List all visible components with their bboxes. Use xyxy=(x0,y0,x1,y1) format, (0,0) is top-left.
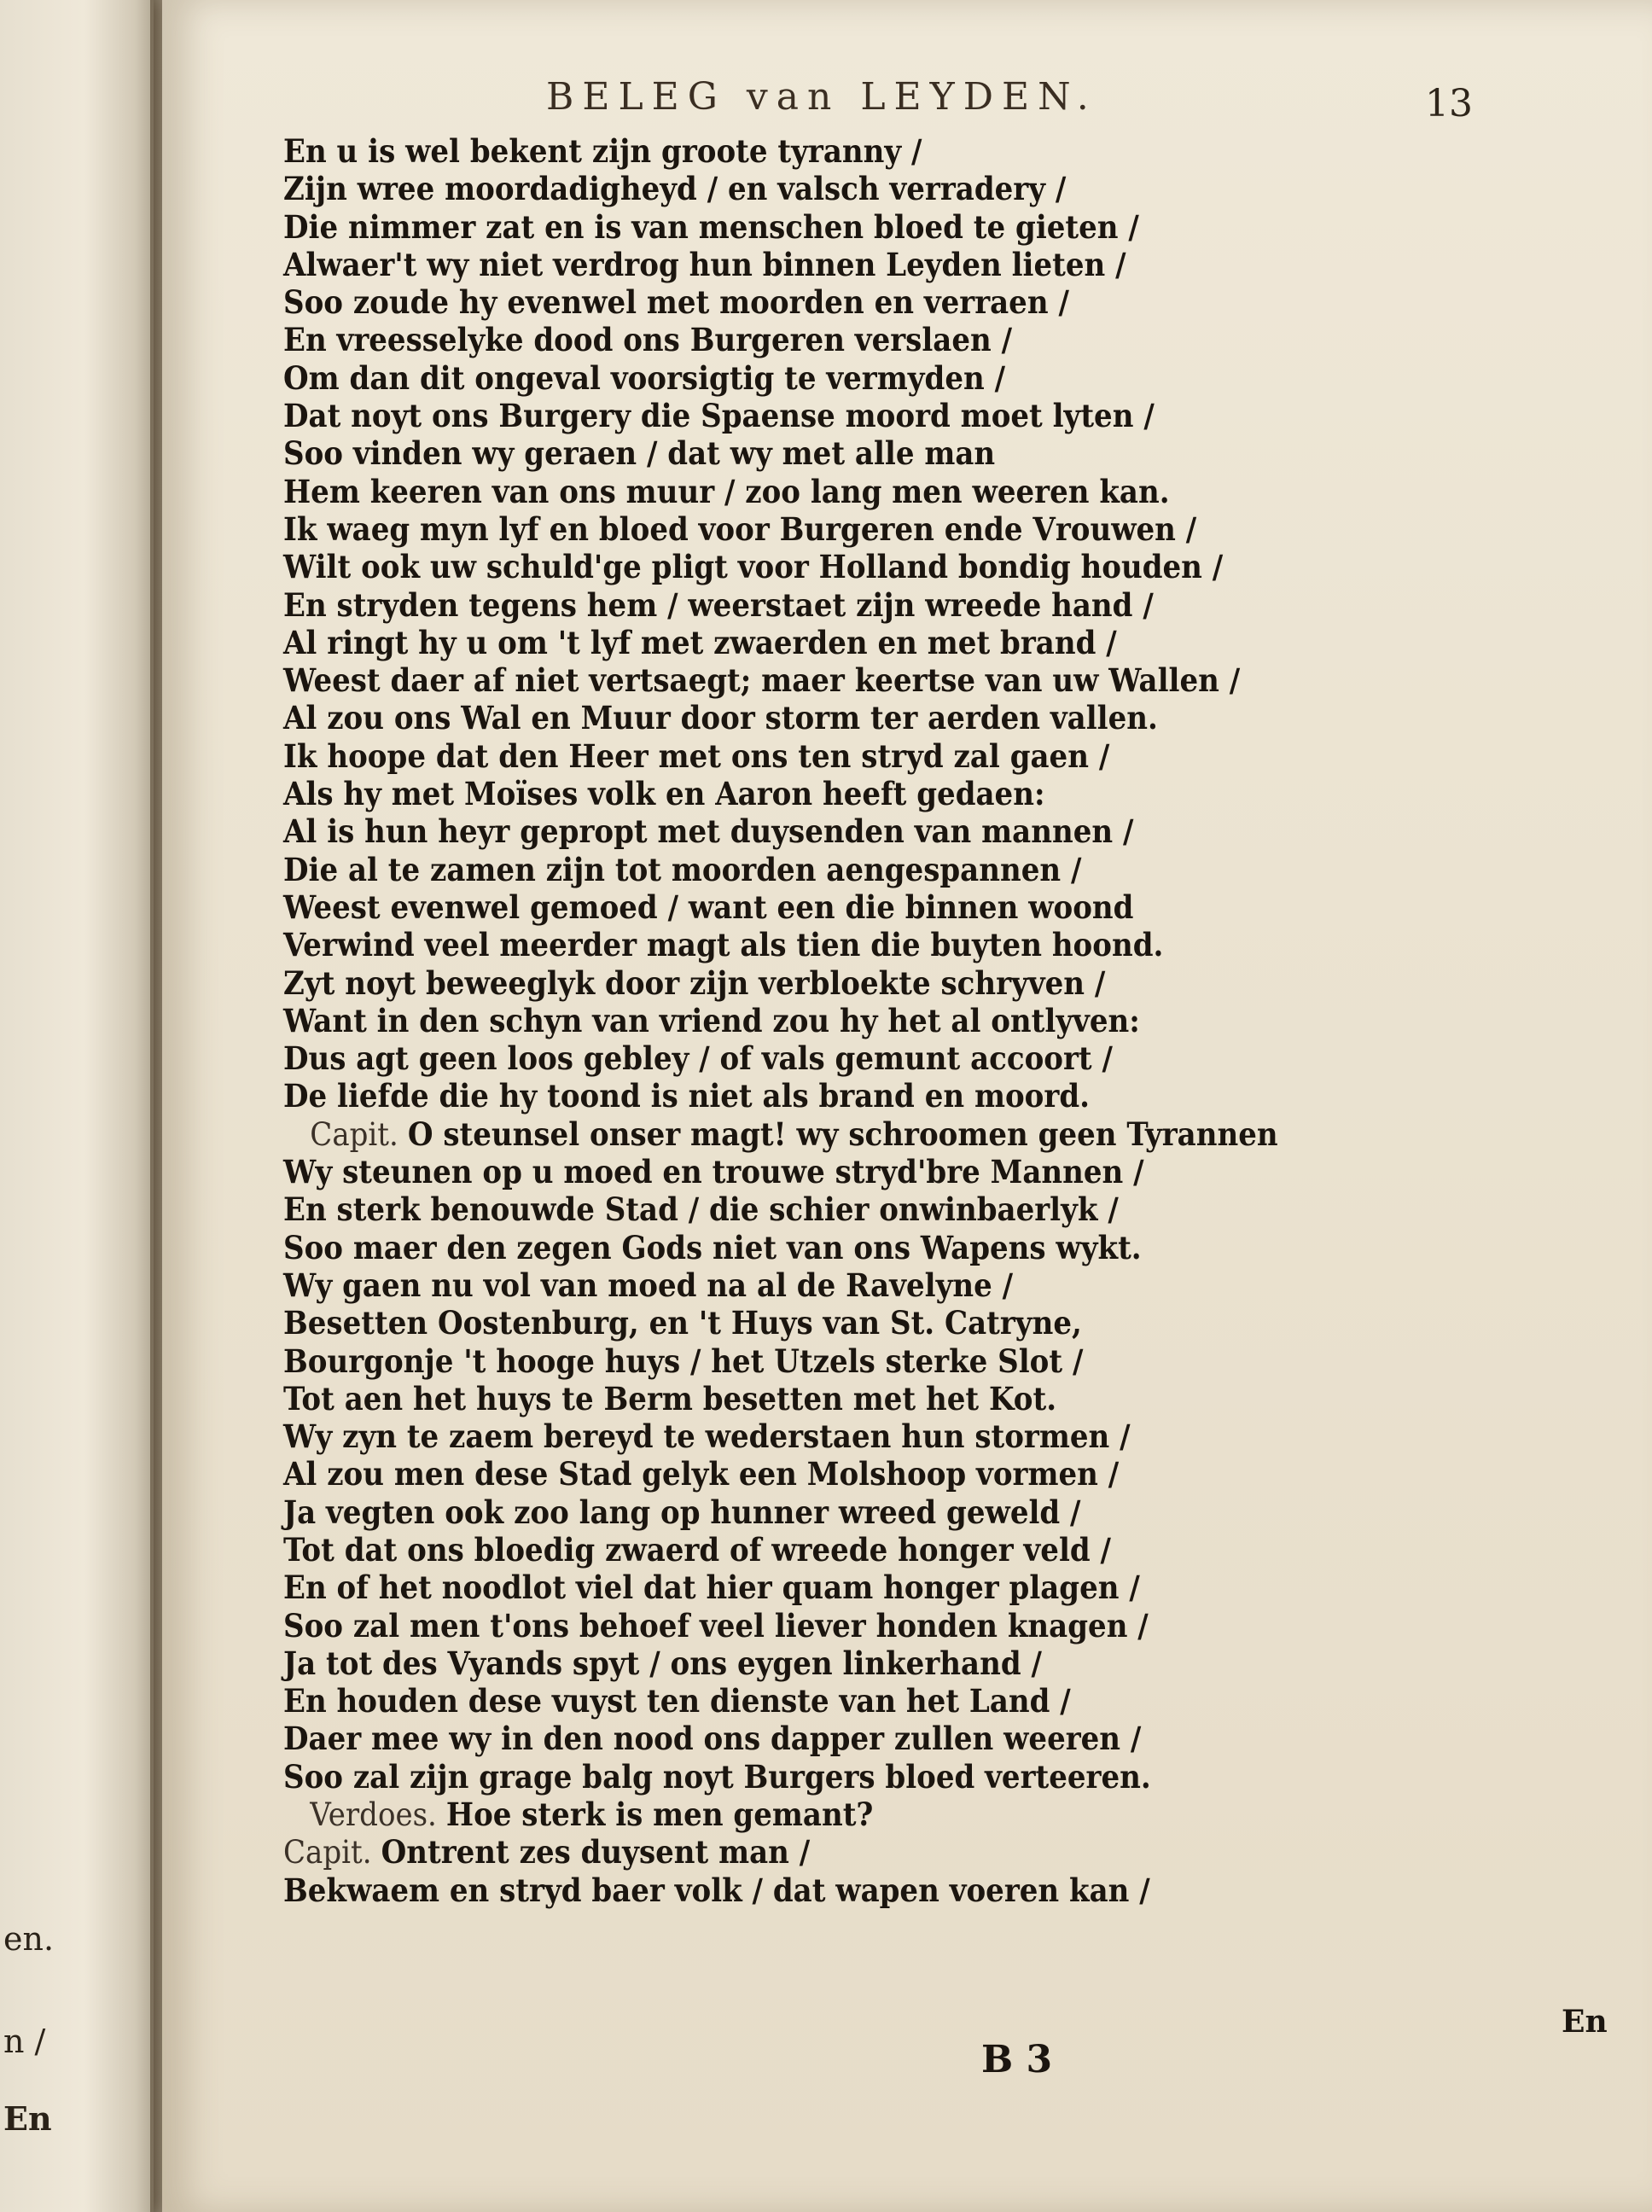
speaker-label: Capit. xyxy=(283,1834,372,1871)
speaker-label: Capit. xyxy=(310,1115,398,1153)
verse-line-text: En stryden tegens hem / weerstaet zijn wreede hand / xyxy=(283,585,1154,624)
verse-line-text: Als hy met Moïses volk en Aaron heeft gedaen: xyxy=(283,775,1045,813)
verse-line xyxy=(283,1342,1382,1380)
verse-line xyxy=(283,208,1382,246)
verse-line-text: En u is wel bekent zijn groote tyranny / xyxy=(283,132,922,170)
verse-line-text: Soo zal zijn grage balg noyt Burgers bloed verteeren. xyxy=(283,1757,1151,1796)
book-page xyxy=(162,0,1652,2212)
verse-line-text: Wilt ook uw schuld'ge pligt voor Holland bondig houden / xyxy=(283,548,1224,586)
verse-line xyxy=(283,1493,1382,1531)
verse-line-text: Al is hun heyr gepropt met duysenden van mannen / xyxy=(283,812,1134,851)
verse-line-text: Want in den schyn van vriend zou hy het al ontlyven: xyxy=(283,1001,1140,1039)
page-number: 13 xyxy=(1425,82,1473,125)
verse-line xyxy=(283,170,1382,207)
running-head: BELEG van LEYDEN. xyxy=(546,75,1097,119)
verse-line xyxy=(283,624,1382,661)
verse-line xyxy=(283,1380,1382,1417)
verse-line xyxy=(283,1153,1382,1190)
verse-line-text: Wy steunen op u moed en trouwe stryd'bre Mannen / xyxy=(283,1153,1144,1191)
verse-line xyxy=(283,1833,1382,1871)
verse-line-text: Zyt noyt beweeglyk door zijn verbloekte schryven / xyxy=(283,963,1106,1002)
verse-line xyxy=(283,246,1382,283)
verse-line-text: Tot aen het huys te Berm besetten met het Kot. xyxy=(283,1379,1057,1417)
verse-line xyxy=(283,1229,1382,1266)
previous-page-fragment: En xyxy=(3,2099,52,2138)
verse-line-text: Al zou ons Wal en Muur door storm ter aerden vallen. xyxy=(283,699,1158,737)
verse-line-text: Hoe sterk is men gemant? xyxy=(445,1796,874,1834)
verse-line-text: Soo zal men t'ons behoef veel liever honden knagen / xyxy=(283,1606,1149,1644)
verse-line-text: Soo zoude hy evenwel met moorden en verraen / xyxy=(283,283,1069,322)
verse-line-text: En vreesselyke dood ons Burgeren verslaen / xyxy=(283,321,1013,359)
verse-line-text: Besetten Oostenburg, en 't Huys van St. Catryne, xyxy=(283,1304,1082,1342)
verse-line-text: Wy gaen nu vol van moed na al de Ravelyne / xyxy=(283,1266,1014,1304)
verse-line xyxy=(283,699,1382,736)
verse-line-text: Zijn wree moordadigheyd / en valsch verradery / xyxy=(283,170,1067,208)
verse-line xyxy=(283,964,1382,1002)
verse-line xyxy=(283,1607,1382,1644)
verse-line xyxy=(283,548,1382,585)
verse-line xyxy=(283,775,1382,812)
verse-line-text: Dus agt geen loos gebley / of vals gemunt accoort / xyxy=(283,1039,1113,1078)
verse-line xyxy=(283,1455,1382,1493)
previous-page-fragment: n / xyxy=(3,2023,46,2060)
verse-line xyxy=(283,359,1382,397)
verse-line xyxy=(283,1569,1382,1606)
verse-line xyxy=(283,661,1382,699)
verse-line-text: Soo maer den zegen Gods niet van ons Wapens wykt. xyxy=(283,1228,1142,1266)
verse-line xyxy=(283,1871,1382,1909)
verse-line xyxy=(283,434,1382,472)
verse-line-text: Verwind veel meerder magt als tien die buyten hoond. xyxy=(283,926,1164,964)
verse-line-text: Bekwaem en stryd baer volk / dat wapen voeren kan / xyxy=(283,1871,1150,1909)
verse-line xyxy=(283,321,1382,358)
verse-line-text: Weest daer af niet vertsaegt; maer keertse van uw Wallen / xyxy=(283,661,1241,700)
verse-line xyxy=(283,1039,1382,1077)
verse-line xyxy=(283,473,1382,510)
verse-line xyxy=(283,132,1382,170)
verse-line-text: O steunsel onser magt! wy schroomen geen Tyrannen xyxy=(407,1115,1278,1153)
verse-line xyxy=(283,397,1382,434)
verse-line xyxy=(283,737,1382,775)
verse-line-text: De liefde die hy toond is niet als brand en moord. xyxy=(283,1077,1090,1115)
verse-line xyxy=(283,1266,1382,1304)
verse-line-text: Ik waeg myn lyf en bloed voor Burgeren ende Vrouwen / xyxy=(283,509,1197,548)
verse-line-text: Al ringt hy u om 't lyf met zwaerden en met brand / xyxy=(283,623,1117,661)
verse-line xyxy=(283,1115,1382,1153)
verse-line xyxy=(283,283,1382,321)
verse-line xyxy=(283,926,1382,963)
verse-line xyxy=(283,888,1382,926)
verse-line-text: Ja tot des Vyands spyt / ons eygen linkerhand / xyxy=(283,1644,1042,1682)
verse-line-text: Al zou men dese Stad gelyk een Molshoop vormen / xyxy=(283,1455,1120,1493)
verse-line xyxy=(283,1796,1382,1833)
verse-line-text: Die al te zamen zijn tot moorden aengespannen / xyxy=(283,850,1082,888)
verse-line xyxy=(283,1077,1382,1115)
verse-line xyxy=(283,1644,1382,1682)
previous-page-fragment: en. xyxy=(3,1920,55,1958)
verse-line-text: Tot dat ons bloedig zwaerd of wreede honger veld / xyxy=(283,1530,1111,1569)
verse-line-text: Om dan dit ongeval voorsigtig te vermyden / xyxy=(283,358,1006,397)
verse-line-text: Bourgonje 't hooge huys / het Utzels sterke Slot / xyxy=(283,1342,1084,1380)
verse-line xyxy=(283,812,1382,850)
verse-line-text: Weest evenwel gemoed / want een die binnen woond xyxy=(283,888,1134,926)
verse-line-text: Hem keeren van ons muur / zoo lang men weeren kan. xyxy=(283,472,1170,510)
signature-mark: B 3 xyxy=(981,2038,1053,2081)
verse-line xyxy=(283,1682,1382,1720)
verse-line xyxy=(283,1531,1382,1569)
verse-line xyxy=(283,851,1382,888)
verse-line-text: Ja vegten ook zoo lang op hunner wreed geweld / xyxy=(283,1493,1081,1531)
page-header xyxy=(162,75,1652,126)
previous-page-edge xyxy=(0,0,154,2212)
verse-line xyxy=(283,510,1382,548)
verse-line-text: Daer mee wy in den nood ons dapper zullen weeren / xyxy=(283,1720,1142,1758)
verse-line-text: En sterk benouwde Stad / die schier onwinbaerlyk / xyxy=(283,1190,1119,1229)
verse-line-text: Ontrent zes duysent man / xyxy=(381,1833,811,1871)
verse-line xyxy=(283,1758,1382,1796)
verse-line-text: Ik hoope dat den Heer met ons ten stryd zal gaen / xyxy=(283,736,1110,775)
verse-line-text: Die nimmer zat en is van menschen bloed te gieten / xyxy=(283,207,1139,246)
speaker-label: Verdoes. xyxy=(310,1796,437,1834)
verse-line-text: Dat noyt ons Burgery die Spaense moord moet lyten / xyxy=(283,397,1155,435)
verse-line xyxy=(283,1002,1382,1039)
verse-line xyxy=(283,586,1382,624)
verse-line-text: Alwaer't wy niet verdrog hun binnen Leyden lieten / xyxy=(283,245,1126,283)
verse-line-text: Wy zyn te zaem bereyd te wederstaen hun stormen / xyxy=(283,1417,1131,1456)
verse-line-text: En of het noodlot viel dat hier quam honger plagen / xyxy=(283,1569,1140,1607)
verse-text-block xyxy=(283,132,1478,1909)
catchword: En xyxy=(1562,2004,1608,2040)
verse-line xyxy=(283,1304,1382,1342)
verse-line xyxy=(283,1417,1382,1455)
verse-line xyxy=(283,1190,1382,1228)
verse-line-text: Soo vinden wy geraen / dat wy met alle man xyxy=(283,434,996,473)
verse-line-text: En houden dese vuyst ten dienste van het Land / xyxy=(283,1682,1071,1720)
verse-line xyxy=(283,1720,1382,1757)
